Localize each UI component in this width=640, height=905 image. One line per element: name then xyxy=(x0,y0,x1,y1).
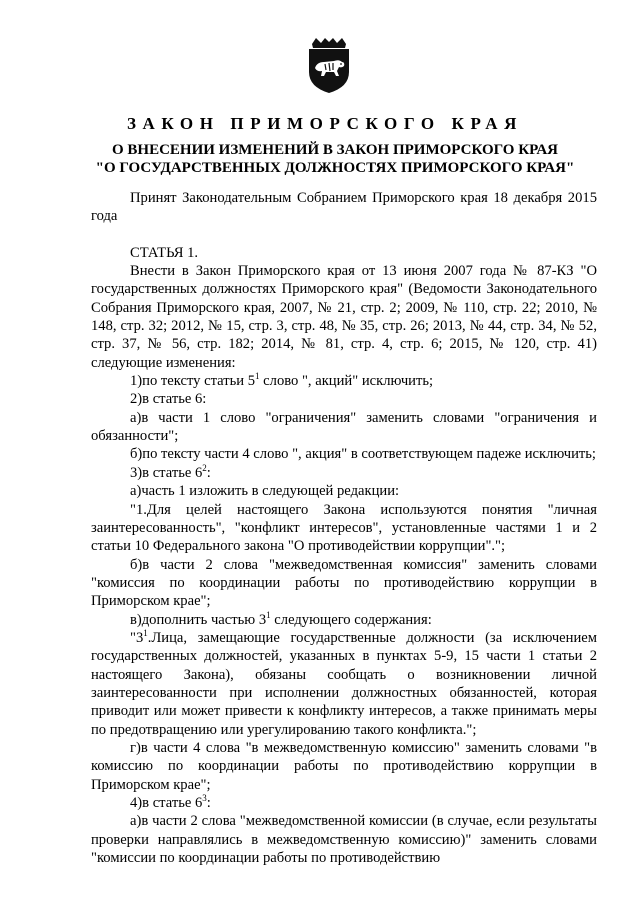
item-3-g: г)в части 4 слова "в межведомственную комиссию" заменить словами "в комиссию по координации работы по противодействию коррупции в Приморском крае"; xyxy=(91,739,597,793)
item-2: 2)в статье 6: xyxy=(130,391,207,408)
item-3-b: б)в части 2 слова "межведомственная комиссия" заменить словами "комиссия по координации работы по противодействию коррупции в Приморском крае"; xyxy=(91,556,597,610)
document-body xyxy=(91,189,597,867)
item-2-a: а)в части 1 слово "ограничения" заменить словами "ограничения и обязанности"; xyxy=(91,409,597,445)
law-subtitle xyxy=(0,141,640,177)
item-4: 4)в статье $6^3$: xyxy=(130,793,211,811)
subtitle-line-2: "О ГОСУДАРСТВЕННЫХ ДОЛЖНОСТЯХ ПРИМОРСКОГО КРАЯ" xyxy=(95,160,575,176)
coat-of-arms-tiger-icon xyxy=(304,38,354,94)
article-heading: СТАТЬЯ 1. xyxy=(130,244,199,261)
adoption-note: Принят Законодательным Собранием Приморского края 18 декабря 2015 года xyxy=(91,190,597,225)
item-3: 3)в статье $6^2$: xyxy=(130,462,211,481)
item-3-a: а)часть 1 изложить в следующей редакции: xyxy=(130,483,400,500)
item-3-quote: "1.Для целей настоящего Закона используются понятия "личная заинтересованность", "конфликт интересов", установленные частями 1 и 2 статьи 10 Федерального закона "О противодействии коррупции"."; xyxy=(91,501,597,555)
item-1: 1)по тексту статьи $5^1$ слово ", акций" исключить; xyxy=(130,371,434,390)
subtitle-line-1: О ВНЕСЕНИИ ИЗМЕНЕНИЙ В ЗАКОН ПРИМОРСКОГО КРАЯ xyxy=(112,142,558,158)
item-2-b: б)по тексту части 4 слово ", акция" в соответствующем падеже исключить; xyxy=(130,446,596,463)
item-3-v: в)дополнить частью $3^1$ следующего содержания: xyxy=(130,609,432,628)
item-4-a: а)в части 2 слова "межведомственной комиссии (в случае, если результаты проверки направлялись в межведомственную комиссию)" заменить словами "комиссии по координации работы по противодействию xyxy=(91,813,597,867)
law-title: ЗАКОН ПРИМОРСКОГО КРАЯ xyxy=(126,114,524,133)
article-intro: Внести в Закон Приморского края от 13 июня 2007 года № 87-КЗ "О государственных должностях Приморского края" (Ведомости Законодательного Собрания Приморского края, 2007, № 21, стр. 2; 2009, № 110, стр. 22; 2010, № 148, стр. 32; 2012, № 15, стр. 3, стр. 48, № 35, стр. 26; 2013, № 44, стр. 34, № 52, стр. 37, № 56, стр. 182; 2014, № 81, стр. 4, стр. 6; 2015, № 120, стр. 41) следующие изменения: xyxy=(91,263,597,371)
item-3-v-quote: "$3^1.Лица$, замещающие государственные должности (за исключением государственных должностей, указанных в пунктах 5-9, 15 части 1 статьи 2 настоящего Закона), обязаны сообщать о возникновении личной заинтересованности при исполнении должностных обязанностей, которая приводит или может привести к конфликту интересов, а также принимать меры по предотвращению или урегулированию такого конфликта."; xyxy=(91,627,597,738)
